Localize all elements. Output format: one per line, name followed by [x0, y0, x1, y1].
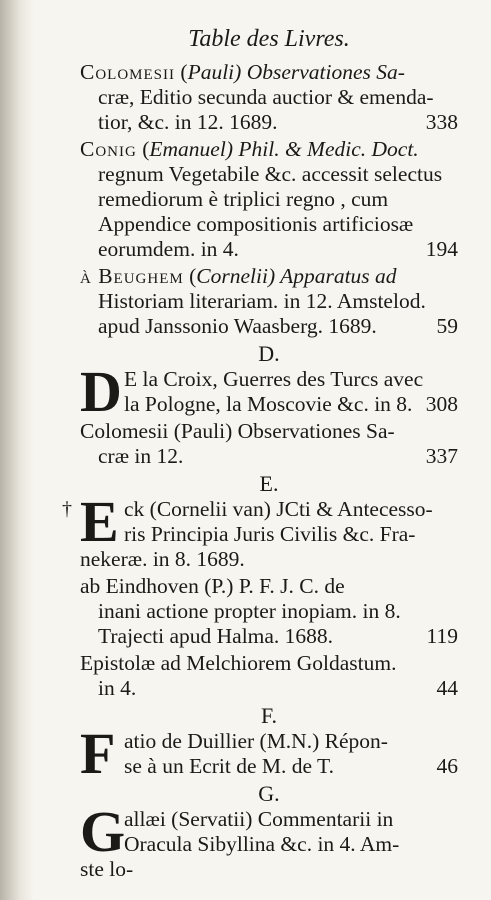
page-number	[450, 857, 458, 882]
author-name: Conig	[80, 137, 137, 161]
entry-text: tior, &c. in 12. 1689.	[98, 110, 278, 134]
entry-text: ab Eindhoven (P.) P. F. J. C. de	[80, 574, 345, 598]
author-name: à Beughem	[80, 264, 184, 288]
catalog-entry	[80, 60, 458, 135]
entry-line	[80, 651, 458, 676]
entry-text: ste lo-	[80, 857, 134, 881]
page-text	[62, 24, 458, 884]
page-number: 46	[436, 754, 458, 778]
entry-text: cræ in 12.	[98, 444, 184, 468]
entry-text: apud Janssonio Waasberg. 1689.	[98, 314, 377, 338]
entry-text: Oracula Sibyllina &c. in 4. Am-	[124, 832, 400, 856]
page-number	[450, 367, 458, 392]
page-number	[450, 497, 458, 522]
page-number	[450, 547, 458, 572]
page-number	[450, 162, 458, 187]
section-letter: D.	[258, 341, 280, 366]
entry-text: regnum Vegetabile &c. accessit selectus	[98, 162, 443, 186]
entry-line	[80, 754, 458, 779]
entry-text: ck (Cornelii van) JCti & Antecesso-	[124, 497, 433, 521]
catalog-entry	[80, 264, 458, 339]
entry-line	[80, 110, 458, 135]
entry-line	[80, 599, 458, 624]
catalog-entry	[62, 489, 458, 572]
title-text: ) Observationes Sa-	[234, 60, 405, 84]
page-number: 59	[436, 314, 458, 338]
entry-line	[80, 832, 458, 857]
entry-line	[80, 497, 458, 522]
section-letter: G.	[258, 781, 280, 806]
entry-text: nekeræ. in 8. 1689.	[80, 547, 245, 571]
page-number	[450, 60, 458, 85]
catalog-entry	[80, 721, 458, 786]
gutter-shadow	[0, 0, 34, 900]
entry-line	[80, 729, 458, 754]
catalog-entry	[80, 359, 458, 424]
entry-line	[80, 162, 458, 187]
section-letter: E.	[259, 471, 279, 496]
drop-capital: D	[80, 359, 122, 424]
catalog-entry	[80, 574, 458, 649]
entry-text: Trajecti apud Halma. 1688.	[98, 624, 334, 648]
page-number	[450, 187, 458, 212]
page-number	[450, 729, 458, 754]
entry-text: inani actione propter inopiam. in 8.	[98, 599, 401, 623]
page-number: 337	[425, 444, 458, 468]
entry-text: atio de Duillier (M.N.) Répon-	[124, 729, 388, 753]
page-number: 308	[425, 392, 458, 416]
page-number	[450, 599, 458, 624]
entry-text: cræ, Editio secunda auctior & emenda-	[98, 85, 434, 109]
entry-line	[80, 237, 458, 262]
title-text: ) Apparatus ad	[267, 264, 397, 288]
entry-text: Historiam literariam. in 12. Amstelod.	[98, 289, 426, 313]
page-number	[450, 522, 458, 547]
entry-line	[80, 547, 458, 572]
entry-line	[80, 624, 458, 649]
entry-line	[80, 574, 458, 599]
entry-line	[80, 857, 458, 882]
entries-list	[62, 60, 458, 882]
catalog-entry	[80, 651, 458, 701]
entry-line	[80, 289, 458, 314]
entry-text: Colomesii (Pauli) Observationes Sa-	[80, 60, 405, 84]
entry-text: se à un Ecrit de M. de T.	[124, 754, 334, 778]
page-number	[450, 574, 458, 599]
entry-text: in 4.	[98, 676, 137, 700]
entry-line	[80, 367, 458, 392]
entry-line	[80, 392, 458, 417]
entry-line	[80, 522, 458, 547]
page-number	[450, 832, 458, 857]
entry-line	[80, 419, 458, 444]
entry-line	[80, 314, 458, 339]
entry-line	[80, 807, 458, 832]
page-number	[450, 419, 458, 444]
author-forename: Cornelii	[196, 264, 268, 288]
drop-capital: F	[80, 721, 116, 786]
page-number: 338	[425, 110, 458, 134]
page-number: 119	[426, 624, 458, 648]
entry-text: Epistolæ ad Melchiorem Goldastum.	[80, 651, 397, 675]
page-number	[450, 807, 458, 832]
author-name: Colomesii	[80, 60, 176, 84]
entry-line	[80, 60, 458, 85]
title-text: ) Phil. & Medic. Doct.	[225, 137, 419, 161]
entry-text: ris Principia Juris Civilis &c. Fra-	[124, 522, 416, 546]
entry-line	[80, 676, 458, 701]
page-number	[450, 264, 458, 289]
entry-text: eorumdem. in 4.	[98, 237, 239, 261]
catalog-entry	[80, 419, 458, 469]
page-number	[450, 85, 458, 110]
entry-line	[80, 85, 458, 110]
dagger-mark: †	[62, 498, 72, 520]
entry-line	[80, 137, 458, 162]
drop-capital: G	[80, 799, 126, 864]
entry-line	[80, 264, 458, 289]
entry-text: la Pologne, la Moscovie &c. in 8.	[124, 392, 413, 416]
page-number	[450, 212, 458, 237]
page-number	[450, 651, 458, 676]
drop-capital: E	[80, 489, 119, 554]
author-forename: Pauli	[187, 60, 235, 84]
page-number: 194	[425, 237, 458, 261]
section-letter: F.	[261, 703, 277, 728]
entry-text: allæi (Servatii) Commentarii in	[124, 807, 394, 831]
entry-text: Colomesii (Pauli) Observationes Sa-	[80, 419, 395, 443]
page-number	[450, 289, 458, 314]
catalog-entry	[80, 137, 458, 262]
page-number	[450, 137, 458, 162]
entry-line	[80, 212, 458, 237]
entry-text: à Beughem (Cornelii) Apparatus ad	[80, 264, 397, 288]
entry-text: Appendice compositionis artificiosæ	[98, 212, 414, 236]
entry-line	[80, 187, 458, 212]
author-forename: Emanuel	[149, 137, 226, 161]
page-title: Table des Livres.	[188, 26, 350, 52]
entry-text: E la Croix, Guerres des Turcs avec	[124, 367, 424, 391]
entry-line	[80, 444, 458, 469]
catalog-entry	[80, 799, 458, 882]
entry-text: Conig (Emanuel) Phil. & Medic. Doct.	[80, 137, 419, 161]
page-number: 44	[436, 676, 458, 700]
entry-text: remediorum è triplici regno , cum	[98, 187, 389, 211]
